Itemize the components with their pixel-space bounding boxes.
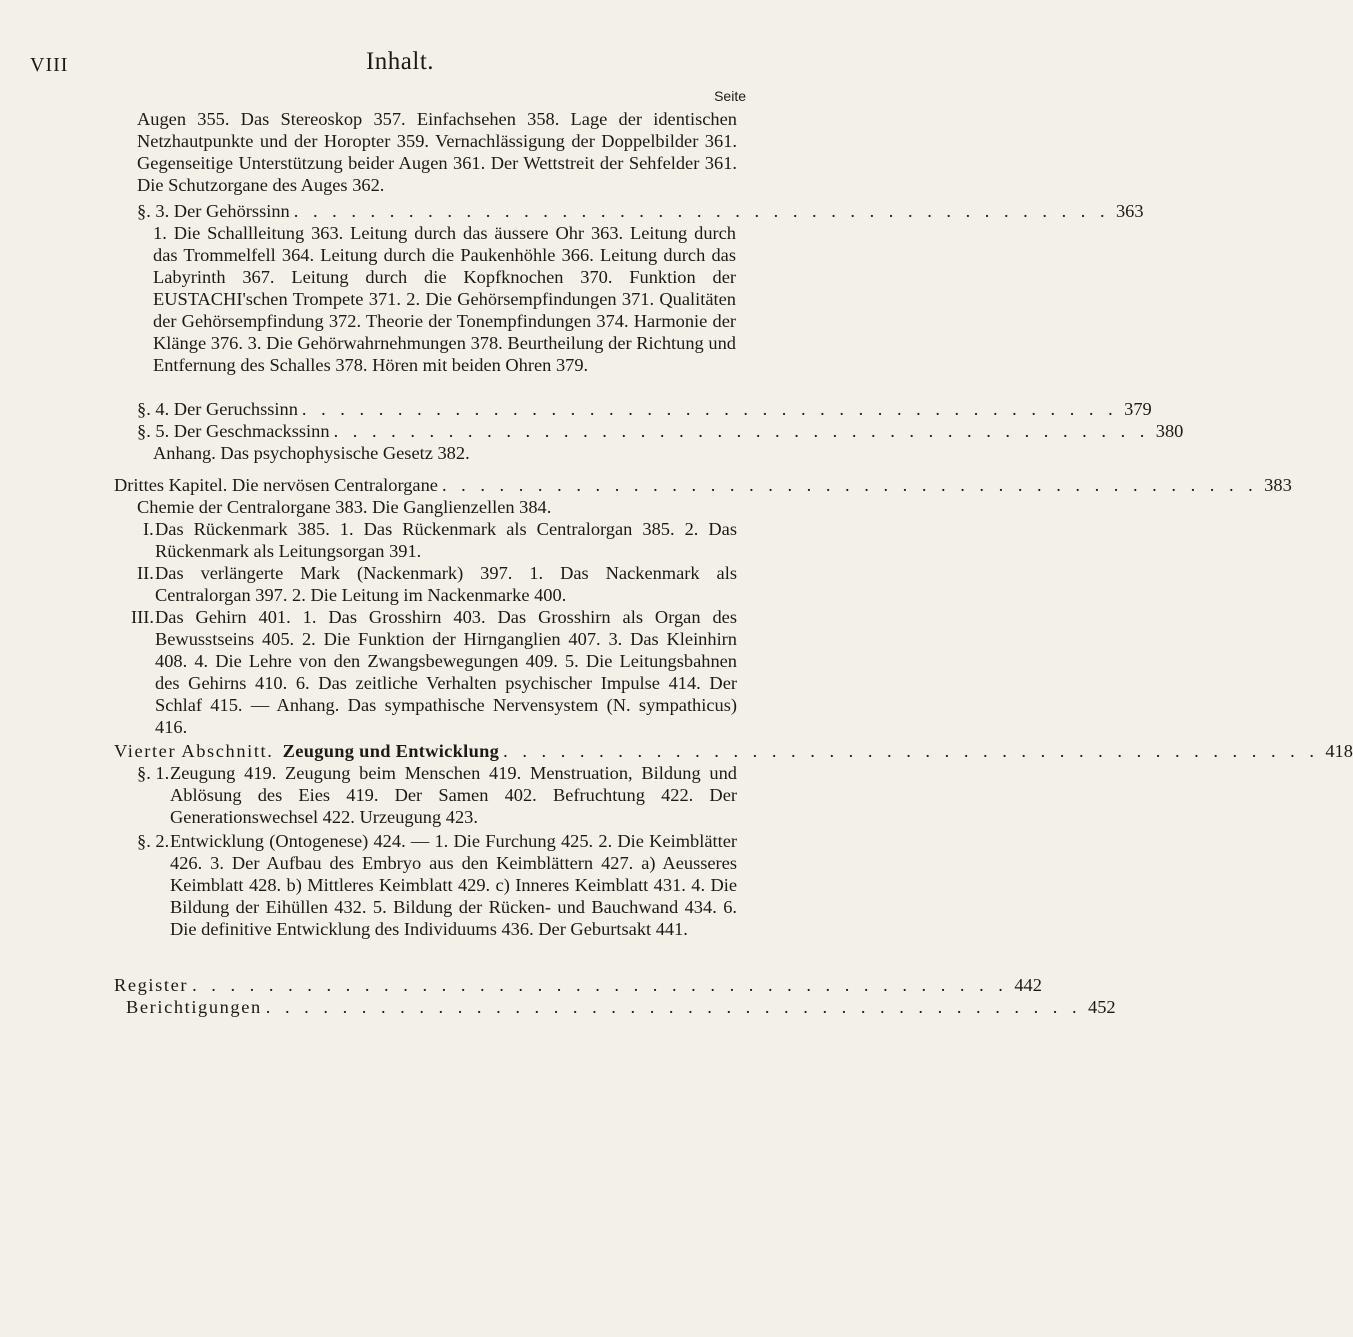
- toc-row-gehoerssinn[interactable]: [137, 200, 1144, 222]
- toc-body-gehoerssinn: 1. Die Schallleitung 363. Leitung durch das äussere Ohr 363. Leitung durch das Trommelfell 364. Leitung durch die Paukenhöhle 366. Leitung durch das Labyrinth 367. Leitung durch die Kopfknochen 370. Funktion der EUSTACHI'schen Trompete 371. 2. Die Gehörsempfindungen 371. Qualitäten der Gehörsempfindung 372. Theorie der Tonempfindungen 374. Harmonie der Klänge 376. 3. Die Gehörwahrnehmungen 378. Beurtheilung der Richtung und Entfernung des Schalles 378. Hören mit beiden Ohren 379.: [153, 223, 736, 375]
- toc-row-berichtigungen[interactable]: [126, 996, 1116, 1018]
- dot-leader: . . . . . . . . . . . . . . . . . . . . . . . . . . . . . . . . . . . . . . . . . . .: [192, 975, 1008, 995]
- page-ref: 442: [1014, 975, 1042, 995]
- berichtigungen-label: Berichtigungen: [126, 997, 262, 1017]
- page-ref: 380: [1155, 421, 1184, 441]
- page-number: VIII: [30, 54, 69, 76]
- page-title: Inhalt.: [365, 48, 435, 75]
- page-ref: 418: [1325, 741, 1353, 761]
- section-number: §. 1.: [137, 763, 170, 783]
- section-number: §. 5.: [137, 421, 170, 441]
- dot-leader: . . . . . . . . . . . . . . . . . . . . . . . . . . . . . . . . . . . . . . . . . . .: [265, 997, 1082, 1017]
- dot-leader: . . . . . . . . . . . . . . . . . . . . . . . . . . . . . . . . . . . . . . . . . . .: [293, 201, 1110, 221]
- toc-row-vierter-abschnitt[interactable]: [114, 740, 1353, 762]
- toc-entry-augen-continued: Augen 355. Das Stereoskop 357. Einfachsehen 358. Lage der identischen Netzhautpunkte und der Horopter 359. Vernachlässigung der Doppelbilder 361. Gegenseitige Unterstützung beider Augen 361. Der Wettstreit der Sehfelder 361. Die Schutzorgane des Auges 362.: [137, 109, 737, 195]
- page-ref: 452: [1088, 997, 1116, 1017]
- toc-body-rueckenmark: Das Rückenmark 385. 1. Das Rückenmark als Centralorgan 385. 2. Das Rückenmark als Leitungsorgan 391.: [155, 519, 737, 561]
- dot-leader: . . . . . . . . . . . . . . . . . . . . . . . . . . . . . . . . . . . . . . . . . . .: [441, 475, 1258, 495]
- page-ref: 363: [1115, 201, 1144, 221]
- register-label: Register: [114, 975, 189, 995]
- toc-body-geschmackssinn: Anhang. Das psychophysische Gesetz 382.: [153, 443, 470, 463]
- section-number: §. 3.: [137, 201, 170, 221]
- toc-row-geruchssinn[interactable]: [137, 398, 1152, 420]
- section-label: Der Geschmackssinn: [173, 421, 330, 441]
- toc-row-register[interactable]: [114, 974, 1042, 996]
- toc-body-drittes-kapitel: Chemie der Centralorgane 383. Die Ganglienzellen 384.: [137, 497, 552, 517]
- section-number: §. 2.: [137, 831, 170, 851]
- dot-leader: . . . . . . . . . . . . . . . . . . . . . . . . . . . . . . . . . . . . . . . . . . .: [301, 399, 1118, 419]
- roman-numeral: I.: [143, 519, 154, 539]
- page-ref: 379: [1124, 399, 1152, 419]
- toc-row-drittes-kapitel[interactable]: [114, 474, 1292, 496]
- chapter-label: Drittes Kapitel. Die nervösen Centralorgane: [114, 475, 438, 495]
- section-label: Der Gehörssinn: [173, 201, 290, 221]
- page-ref: 383: [1264, 475, 1292, 495]
- roman-numeral: III.: [131, 607, 154, 627]
- section-label: Der Geruchssinn: [173, 399, 298, 419]
- seite-label: Seite: [714, 88, 746, 104]
- dot-leader: . . . . . . . . . . . . . . . . . . . . . . . . . . . . . . . . . . . . . . . . . . .: [333, 421, 1150, 441]
- toc-body-entwicklung: Entwicklung (Ontogenese) 424. — 1. Die Furchung 425. 2. Die Keimblätter 426. 3. Der Aufbau des Embryo aus den Keimblättern 427. a) Aeusseres Keimblatt 428. b) Mittleres Keimblatt 429. c) Inneres Keimblatt 431. 4. Die Bildung der Eihüllen 432. 5. Bildung der Rücken- und Bauchwand 434. 6. Die definitive Entwicklung des Individuums 436. Der Geburtsakt 441.: [170, 831, 737, 939]
- section-number: §. 4.: [137, 399, 170, 419]
- toc-body-gehirn: Das Gehirn 401. 1. Das Grosshirn 403. Das Grosshirn als Organ des Bewusstseins 405. 2. Die Funktion der Hirnganglien 407. 3. Das Kleinhirn 408. 4. Die Lehre von den Zwangsbewegungen 409. 5. Die Leitungsbahnen des Gehirns 410. 6. Das zeitliche Verhalten psychischer Impulse 414. Der Schlaf 415. — Anhang. Das sympathische Nervensystem (N. sympathicus) 416.: [155, 607, 737, 737]
- section-label: Zeugung und Entwicklung: [282, 741, 500, 761]
- toc-row-geschmackssinn[interactable]: [137, 420, 1184, 442]
- section-prefix: Vierter Abschnitt.: [114, 741, 274, 761]
- toc-body-nackenmark: Das verlängerte Mark (Nackenmark) 397. 1. Das Nackenmark als Centralorgan 397. 2. Die Leitung im Nackenmarke 400.: [155, 563, 737, 605]
- roman-numeral: II.: [137, 563, 154, 583]
- toc-body-zeugung: Zeugung 419. Zeugung beim Menschen 419. Menstruation, Bildung und Ablösung des Eies 419. Der Samen 402. Befruchtung 422. Der Generationswechsel 422. Urzeugung 423.: [170, 763, 737, 827]
- dot-leader: . . . . . . . . . . . . . . . . . . . . . . . . . . . . . . . . . . . . . . . . . . .: [503, 741, 1319, 761]
